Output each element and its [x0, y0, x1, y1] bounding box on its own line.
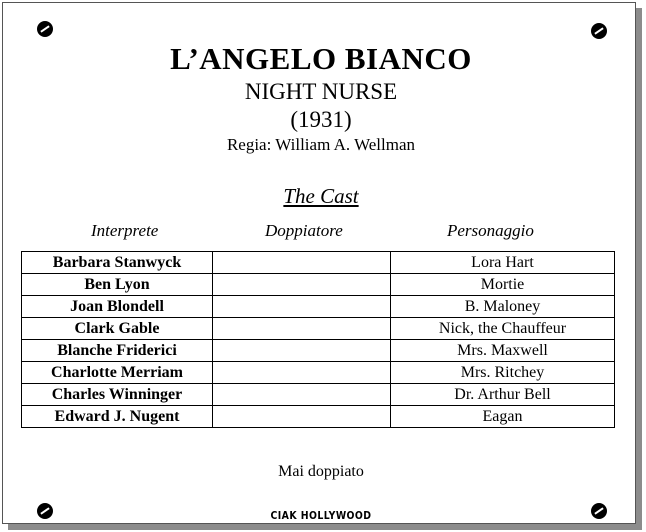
actor-cell: Edward J. Nugent — [22, 406, 213, 428]
character-cell: Dr. Arthur Bell — [391, 384, 615, 406]
table-row — [22, 274, 615, 296]
character-cell: Mortie — [391, 274, 615, 296]
table-row — [22, 318, 615, 340]
actor-cell: Blanche Friderici — [22, 340, 213, 362]
screw-icon — [591, 23, 607, 39]
actor-cell: Charlotte Merriam — [22, 362, 213, 384]
table-row — [22, 406, 615, 428]
table-row — [22, 340, 615, 362]
release-year: (1931) — [290, 107, 352, 132]
dubber-cell — [213, 384, 391, 406]
actor-cell: Ben Lyon — [22, 274, 213, 296]
dubber-cell — [213, 296, 391, 318]
actor-cell: Clark Gable — [22, 318, 213, 340]
column-header-doppiatore: Doppiatore — [265, 221, 343, 240]
table-row — [22, 252, 615, 274]
original-title: NIGHT NURSE — [244, 79, 398, 104]
character-cell: Lora Hart — [391, 252, 615, 274]
actor-cell: Barbara Stanwyck — [22, 252, 213, 274]
table-row — [22, 296, 615, 318]
table-row — [22, 362, 615, 384]
dubber-cell — [213, 318, 391, 340]
character-cell: Mrs. Maxwell — [391, 340, 615, 362]
dubber-cell — [213, 406, 391, 428]
movie-title: L’ANGELO BIANCO — [170, 41, 472, 76]
dubbing-note: Mai doppiato — [278, 463, 364, 480]
table-row — [22, 384, 615, 406]
screw-icon — [591, 503, 607, 519]
plaque — [2, 2, 636, 524]
column-header-interprete: Interprete — [91, 221, 159, 240]
director-credit: Regia: William A. Wellman — [226, 135, 416, 154]
character-cell: B. Maloney — [391, 296, 615, 318]
cast-heading: The Cast — [283, 184, 359, 208]
character-cell: Mrs. Ritchey — [391, 362, 615, 384]
actor-cell: Joan Blondell — [22, 296, 213, 318]
character-cell: Nick, the Chauffeur — [391, 318, 615, 340]
column-header-personaggio: Personaggio — [447, 221, 534, 240]
dubber-cell — [213, 274, 391, 296]
character-cell: Eagan — [391, 406, 615, 428]
dubber-cell — [213, 362, 391, 384]
screw-icon — [37, 21, 53, 37]
dubber-cell — [213, 252, 391, 274]
actor-cell: Charles Winninger — [22, 384, 213, 406]
cast-table — [21, 251, 615, 428]
brand-logo: CIAK HOLLYWOOD — [270, 509, 372, 522]
dubber-cell — [213, 340, 391, 362]
